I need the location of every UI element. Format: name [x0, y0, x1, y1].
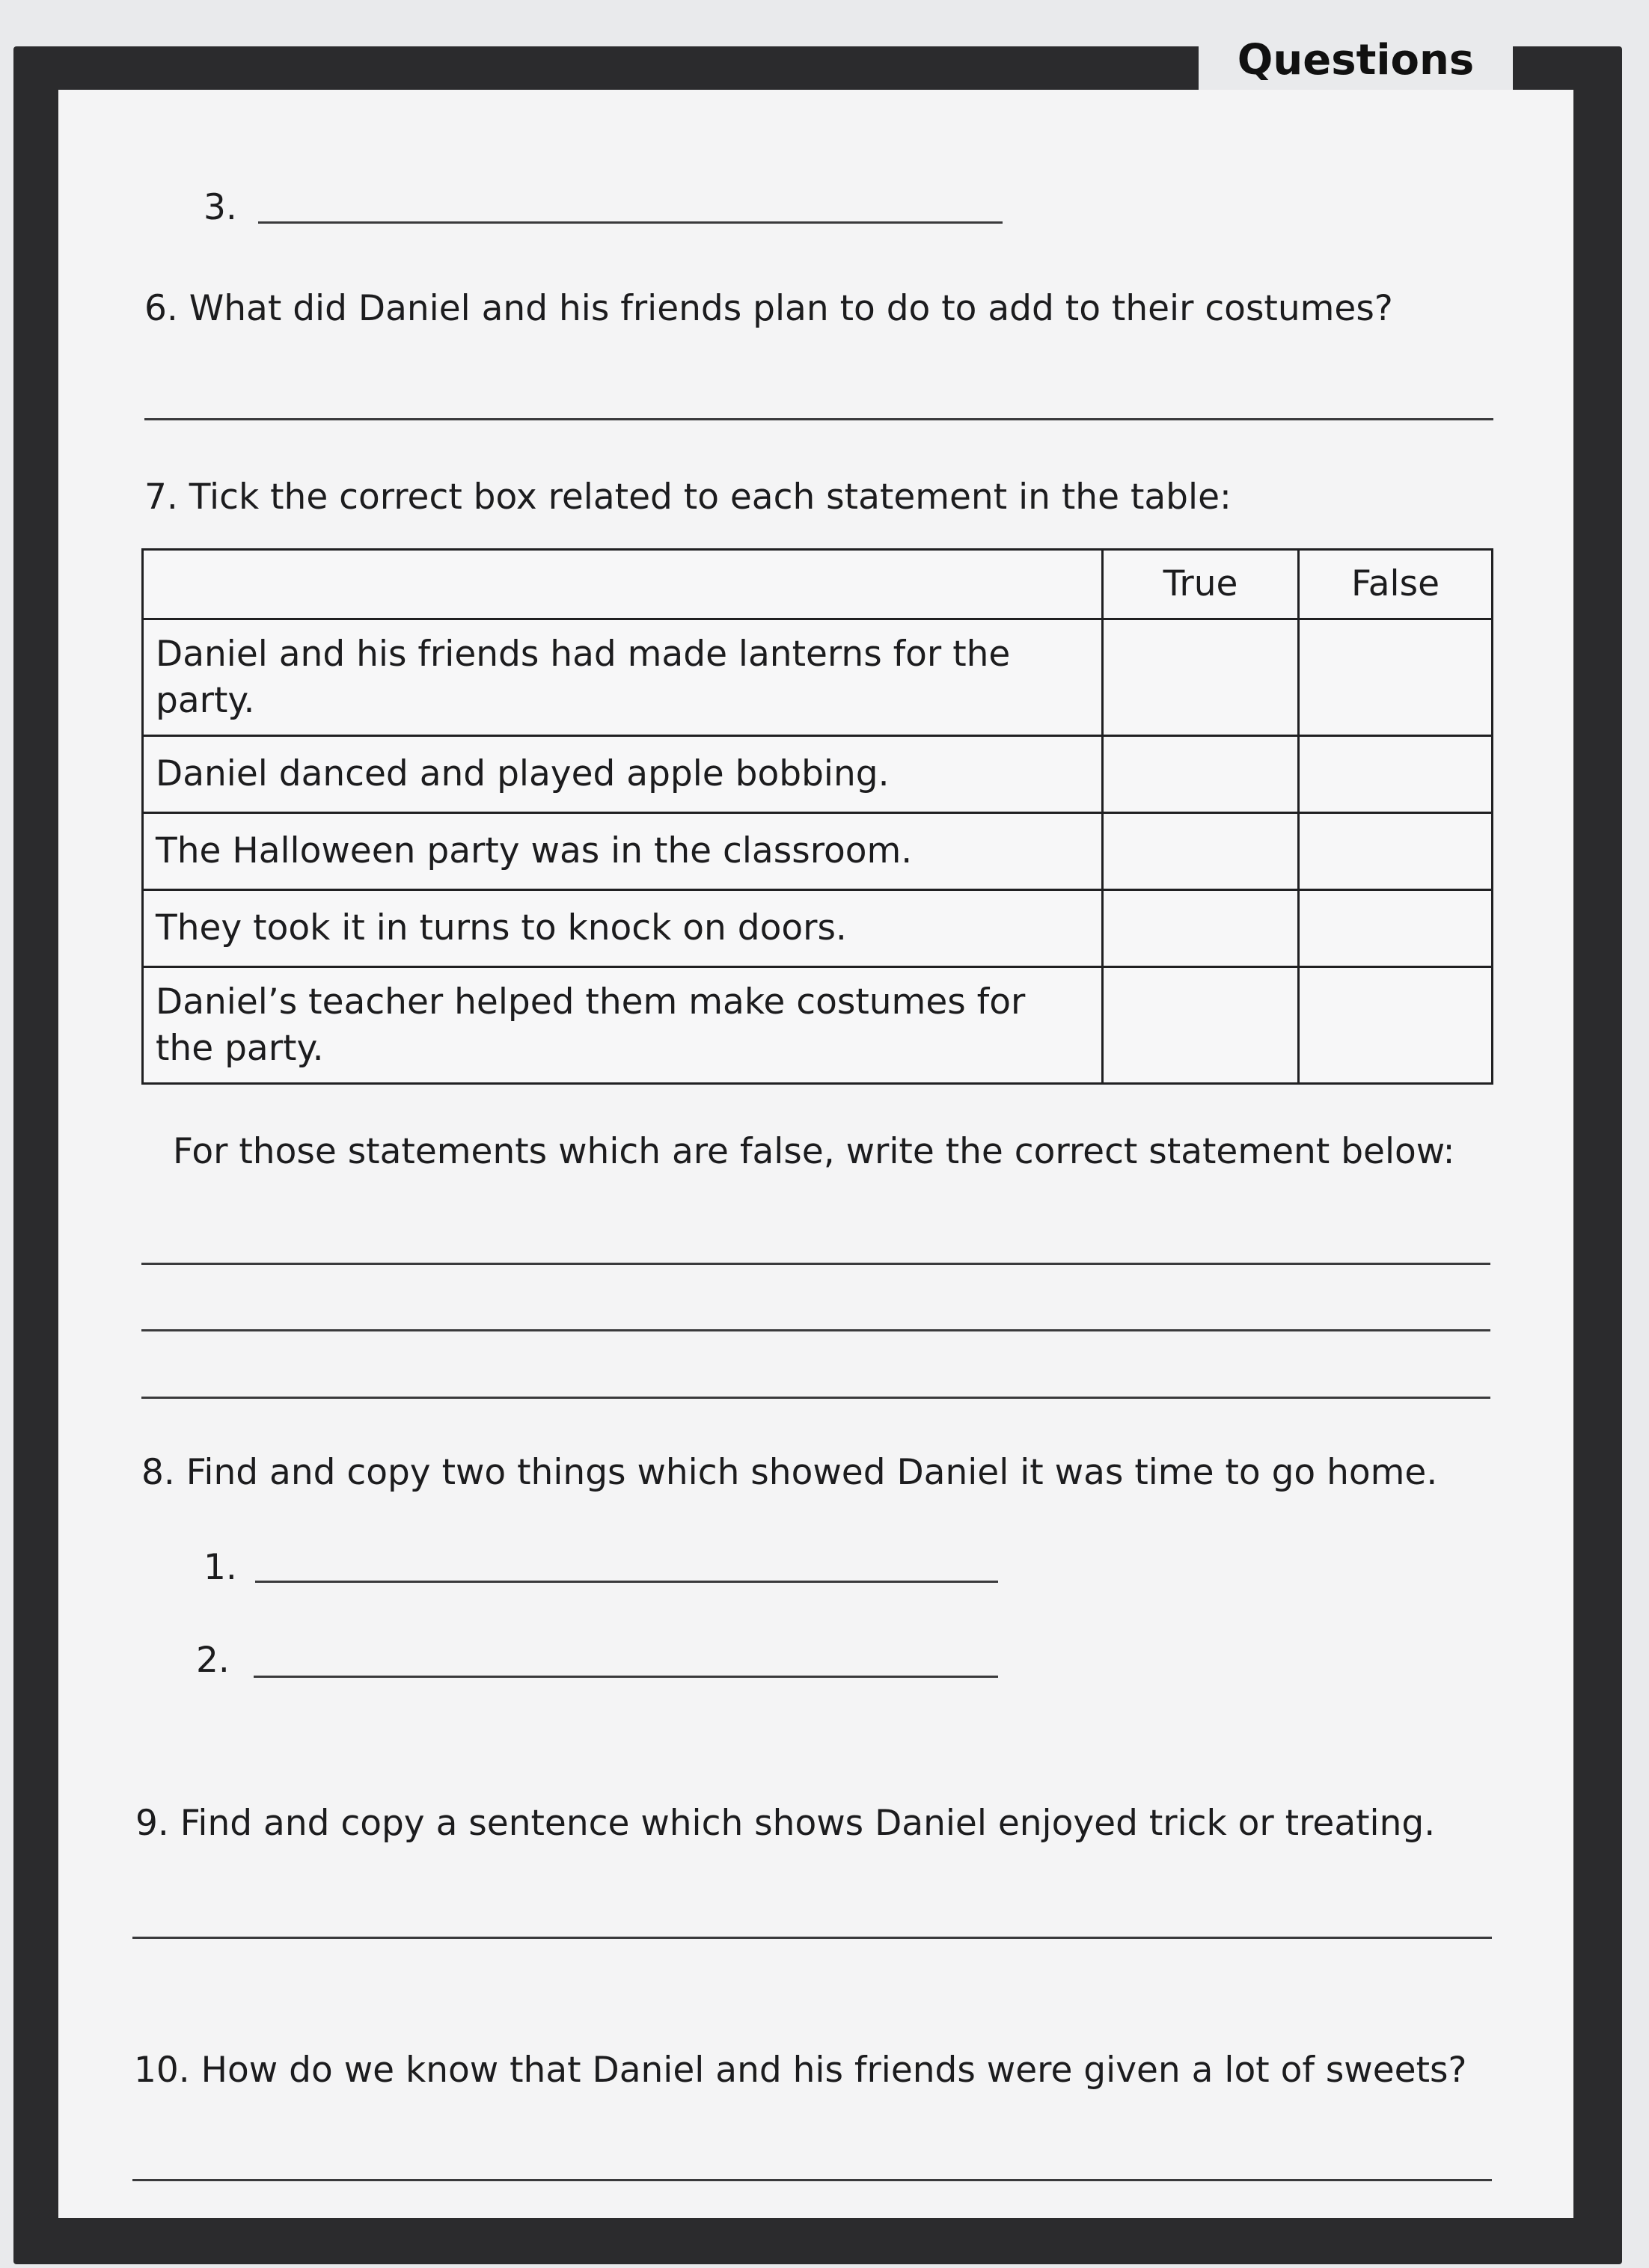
q8-item-2-answer-line[interactable] [254, 1676, 998, 1678]
table-row [143, 890, 1493, 967]
false-checkbox[interactable] [1299, 736, 1493, 813]
question-6: 6. What did Daniel and his friends plan to do to add to their costumes? [144, 288, 1393, 329]
question-7: 7. Tick the correct box related to each statement in the table: [144, 476, 1232, 518]
q8-item-1-answer-line[interactable] [255, 1581, 998, 1583]
true-checkbox[interactable] [1103, 890, 1299, 967]
table-row [143, 967, 1493, 1084]
page-title: Questions [1237, 36, 1475, 85]
true-checkbox[interactable] [1103, 813, 1299, 890]
statement-cell: Daniel’s teacher helped them make costumes for the party. [143, 967, 1103, 1084]
q7-correction-line-2[interactable] [141, 1329, 1490, 1331]
statement-cell: Daniel danced and played apple bobbing. [143, 736, 1103, 813]
statement-cell: The Halloween party was in the classroom. [143, 813, 1103, 890]
false-checkbox[interactable] [1299, 813, 1493, 890]
table-header-row [143, 550, 1493, 619]
true-checkbox[interactable] [1103, 736, 1299, 813]
table-row [143, 619, 1493, 736]
table-row [143, 813, 1493, 890]
statement-cell: Daniel and his friends had made lanterns for the party. [143, 619, 1103, 736]
q5-item-3-label: 3. [204, 187, 237, 228]
statement-cell: They took it in turns to knock on doors. [143, 890, 1103, 967]
q8-item-1-label: 1. [204, 1547, 237, 1588]
table-row [143, 736, 1493, 813]
false-checkbox[interactable] [1299, 619, 1493, 736]
header-statement [143, 550, 1103, 619]
true-checkbox[interactable] [1103, 967, 1299, 1084]
question-9: 9. Find and copy a sentence which shows Daniel enjoyed trick or treating. [135, 1803, 1436, 1844]
q5-item-3-answer-line[interactable] [258, 221, 1003, 224]
q7-correction-line-3[interactable] [141, 1397, 1490, 1399]
q9-answer-line[interactable] [132, 1937, 1492, 1939]
true-checkbox[interactable] [1103, 619, 1299, 736]
header-false: False [1299, 550, 1493, 619]
q8-item-2-label: 2. [196, 1640, 230, 1681]
false-checkbox[interactable] [1299, 967, 1493, 1084]
false-checkbox[interactable] [1299, 890, 1493, 967]
q7-follow-up: For those statements which are false, write the correct statement below: [173, 1131, 1455, 1172]
q6-answer-line[interactable] [144, 418, 1493, 420]
question-8: 8. Find and copy two things which showed Daniel it was time to go home. [141, 1452, 1438, 1493]
question-10: 10. How do we know that Daniel and his friends were given a lot of sweets? [134, 2050, 1467, 2091]
true-false-table [141, 548, 1493, 1085]
q10-answer-line[interactable] [132, 2179, 1492, 2181]
header-true: True [1103, 550, 1299, 619]
q7-correction-line-1[interactable] [141, 1263, 1490, 1265]
